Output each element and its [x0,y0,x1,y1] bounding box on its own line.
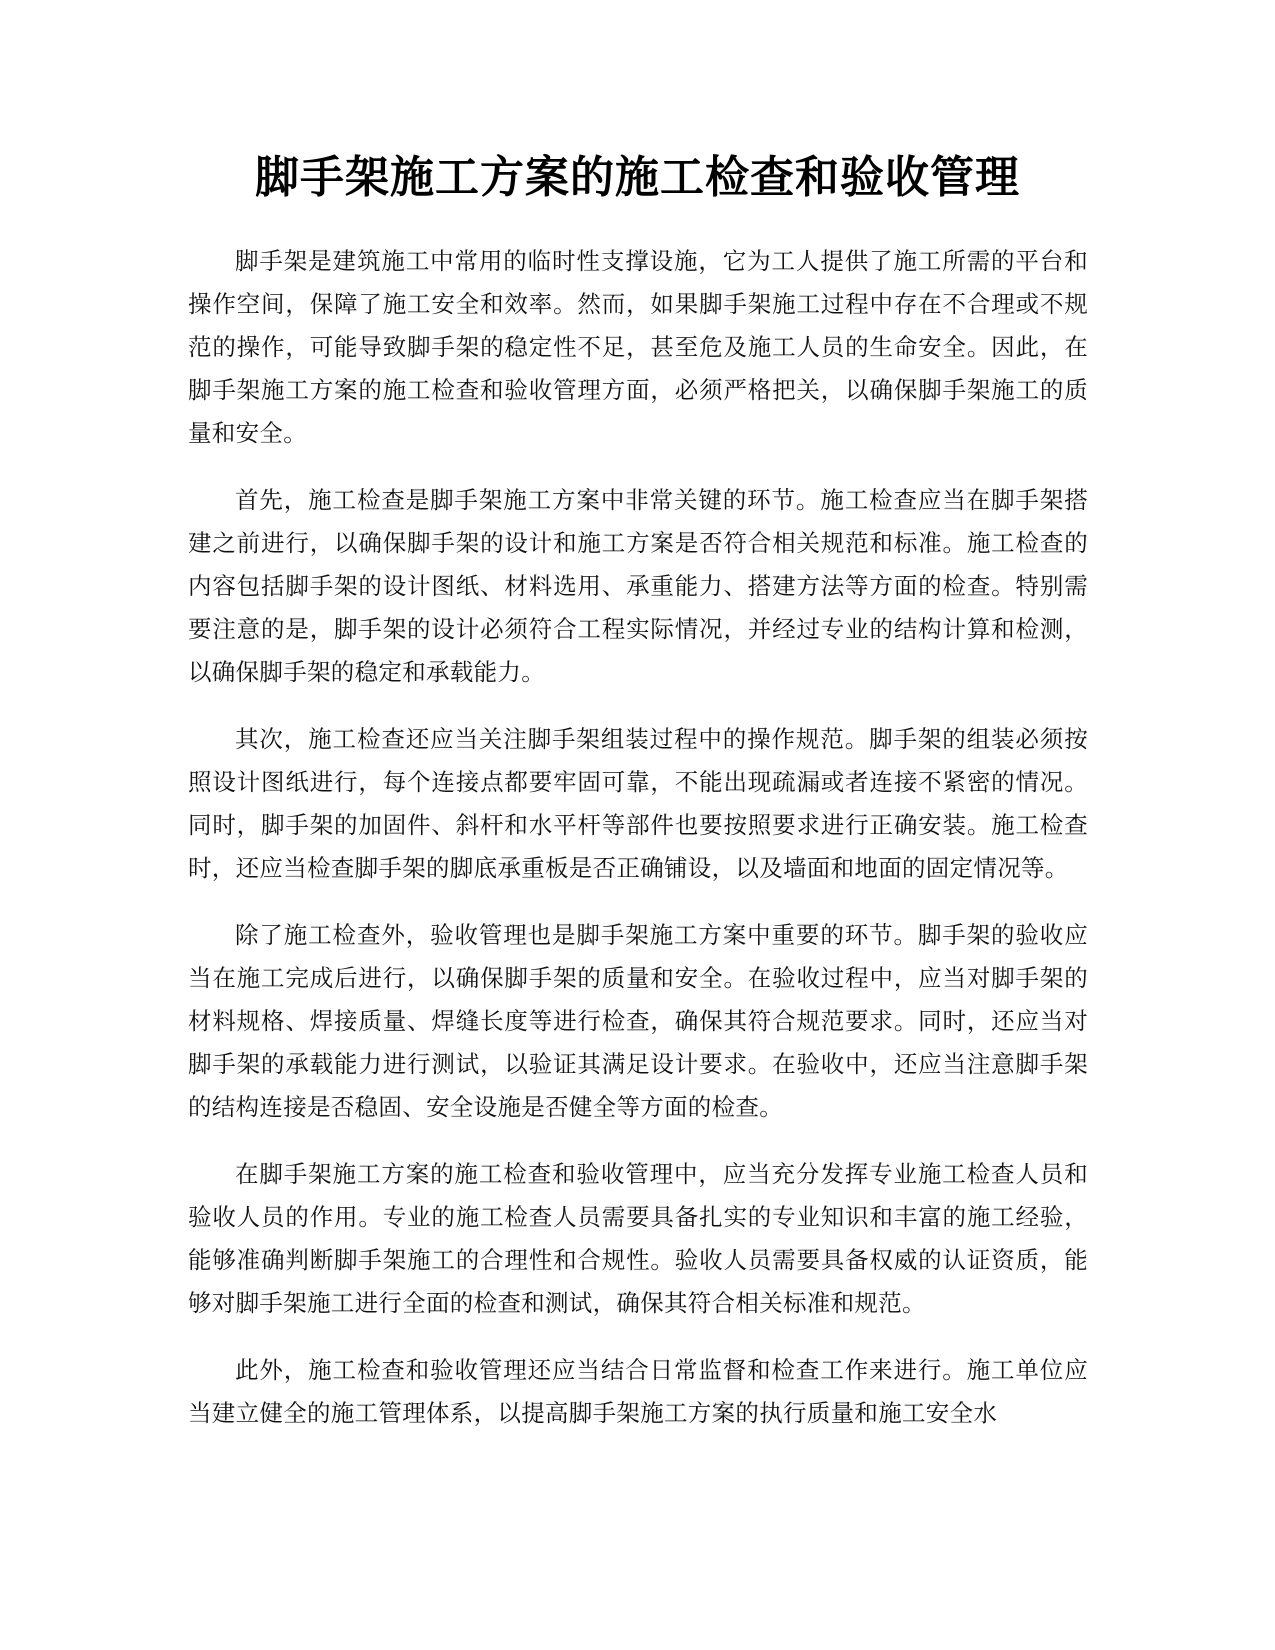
paragraph-4: 除了施工检查外，验收管理也是脚手架施工方案中重要的环节。脚手架的验收应当在施工完成后进行，以确保脚手架的质量和安全。在验收过程中，应当对脚手架的材料规格、焊接质量、焊缝长度等进行检查，确保其符合规范要求。同时，还应当对脚手架的承载能力进行测试，以验证其满足设计要求。在验收中，还应当注意脚手架的结构连接是否稳固、安全设施是否健全等方面的检查。 [188,921,1088,1121]
paragraph-5: 在脚手架施工方案的施工检查和验收管理中，应当充分发挥专业施工检查人员和验收人员的作用。专业的施工检查人员需要具备扎实的专业知识和丰富的施工经验，能够准确判断脚手架施工的合理性和合规性。验收人员需要具备权威的认证资质，能够对脚手架施工进行全面的检查和测试，确保其符合相关标准和规范。 [188,1160,1088,1317]
paragraph-2: 首先，施工检查是脚手架施工方案中非常关键的环节。施工检查应当在脚手架搭建之前进行，以确保脚手架的设计和施工方案是否符合相关规范和标准。施工检查的内容包括脚手架的设计图纸、材料选用、承重能力、搭建方法等方面的检查。特别需要注意的是，脚手架的设计必须符合工程实际情况，并经过专业的结构计算和检测，以确保脚手架的稳定和承载能力。 [188,486,1088,686]
document-body [188,240,1088,1459]
paragraph-1: 脚手架是建筑施工中常用的临时性支撑设施，它为工人提供了施工所需的平台和操作空间，保障了施工安全和效率。然而，如果脚手架施工过程中存在不合理或不规范的操作，可能导致脚手架的稳定性不足，甚至危及施工人员的生命安全。因此，在脚手架施工方案的施工检查和验收管理方面，必须严格把关，以确保脚手架施工的质量和安全。 [188,247,1088,447]
paragraph-6: 此外，施工检查和验收管理还应当结合日常监督和检查工作来进行。施工单位应当建立健全的施工管理体系，以提高脚手架施工方案的执行质量和施工安全水 [188,1356,1088,1427]
paragraph-3: 其次，施工检查还应当关注脚手架组装过程中的操作规范。脚手架的组装必须按照设计图纸进行，每个连接点都要牢固可靠，不能出现疏漏或者连接不紧密的情况。同时，脚手架的加固件、斜杆和水平杆等部件也要按照要求进行正确安装。施工检查时，还应当检查脚手架的脚底承重板是否正确铺设，以及墙面和地面的固定情况等。 [188,725,1088,882]
document-title: 脚手架施工方案的施工检查和验收管理 [255,152,1020,203]
